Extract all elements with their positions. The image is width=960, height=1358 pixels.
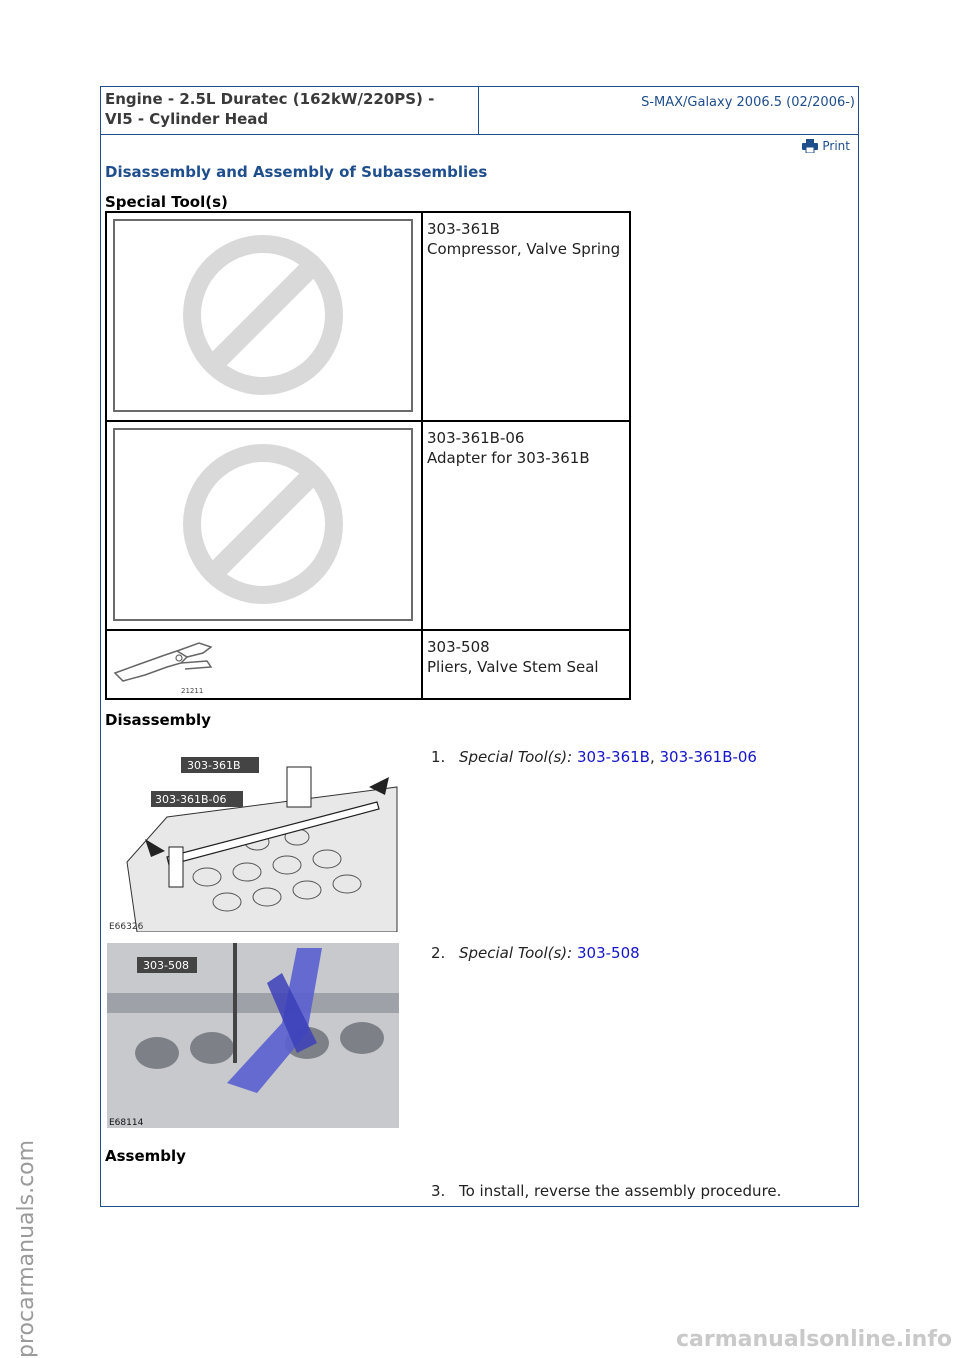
figure-ref: E66326 (109, 922, 144, 932)
pliers-illustration (107, 631, 419, 698)
figure-ref: E68114 (109, 1118, 144, 1128)
figure-callout: 303-508 (143, 959, 189, 972)
tool-code: 303-361B-06 (427, 429, 525, 447)
step-separator: , (649, 748, 660, 766)
figure-valve-stem-seal-pliers (107, 943, 399, 1128)
step-2 (431, 943, 640, 963)
tool-row (107, 631, 629, 698)
tool-link-303-361b-06[interactable]: 303-361B-06 (659, 748, 757, 766)
tool-link-303-508[interactable]: 303-508 (577, 944, 640, 962)
print-button[interactable] (802, 139, 850, 153)
tool-row (107, 213, 629, 422)
figure-callout: 303-361B (187, 759, 241, 772)
tool-image-cell (107, 422, 423, 629)
tool-code: 303-508 (427, 638, 490, 656)
step-number: 1. (431, 748, 446, 766)
special-tools-table (105, 211, 631, 700)
tool-name: Adapter for 303-361B (427, 449, 590, 467)
tool-description (427, 219, 620, 259)
tool-name: Compressor, Valve Spring (427, 240, 621, 258)
tool-image-cell (107, 213, 423, 420)
figure-callout: 303-361B-06 (155, 793, 227, 806)
step-1 (431, 747, 757, 767)
tool-image-ref: 21211 (181, 687, 204, 695)
footer-watermark: carmanualsonline.info (676, 1327, 952, 1352)
tool-code: 303-361B (427, 220, 500, 238)
image-unavailable-icon (113, 219, 413, 412)
print-label: Print (822, 139, 850, 153)
document-header (101, 87, 858, 135)
side-watermark: procarmanuals.com (14, 1139, 39, 1358)
header-title-line2: VI5 - Cylinder Head (105, 110, 269, 128)
special-tools-heading: Special Tool(s) (105, 193, 228, 211)
printer-icon (802, 139, 818, 153)
header-title-line1: Engine - 2.5L Duratec (162kW/220PS) - (105, 90, 435, 108)
figure-valve-spring-compressor (107, 747, 399, 932)
tool-description (427, 637, 599, 677)
page-title: Disassembly and Assembly of Subassemblies (105, 163, 488, 181)
image-unavailable-icon (113, 428, 413, 621)
tool-link-303-361b[interactable]: 303-361B (577, 748, 650, 766)
header-model: S-MAX/Galaxy 2006.5 (02/2006-) (641, 95, 855, 110)
step-text: To install, reverse the assembly procedure. (459, 1182, 782, 1200)
step-number: 3. (431, 1182, 446, 1200)
header-title (101, 87, 479, 134)
document-frame (100, 86, 859, 1207)
assembly-heading: Assembly (105, 1147, 186, 1165)
step-prefix: Special Tool(s): (459, 748, 573, 766)
tool-name: Pliers, Valve Stem Seal (427, 658, 599, 676)
disassembly-heading: Disassembly (105, 711, 211, 729)
step-prefix: Special Tool(s): (459, 944, 573, 962)
step-3 (431, 1181, 781, 1201)
step-number: 2. (431, 944, 446, 962)
tool-row (107, 422, 629, 631)
tool-description (427, 428, 590, 468)
tool-image-cell (107, 631, 423, 698)
